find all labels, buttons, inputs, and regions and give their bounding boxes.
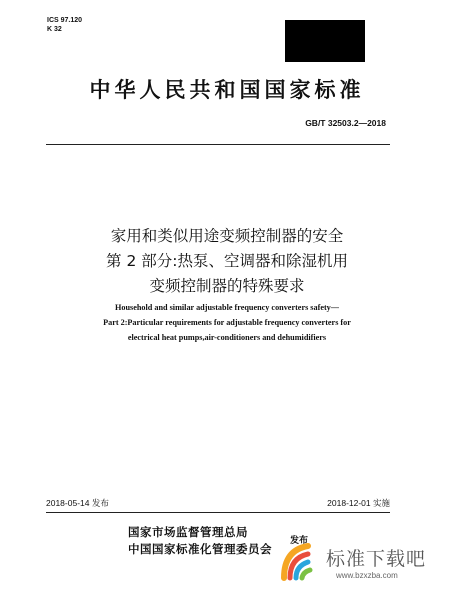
standard-number: GB/T 32503.2—2018: [305, 118, 386, 128]
redacted-block: [285, 20, 365, 62]
header-divider: [46, 144, 390, 145]
footer-divider: [46, 512, 390, 513]
issuer-sac: 中国国家标准化管理委员会: [128, 542, 272, 556]
category-code: K 32: [47, 26, 62, 33]
effective-date: 2018-12-01 实施: [327, 498, 390, 508]
chinese-title-line-3: 变频控制器的特殊要求: [149, 277, 305, 295]
watermark[interactable]: [278, 540, 448, 584]
english-title-line-1: Household and similar adjustable frequency converters safety—: [115, 303, 339, 312]
colorful-arc-logo-icon: [278, 540, 322, 584]
publish-date: 2018-05-14 发布: [46, 498, 109, 508]
chinese-title-line-2: 第 2 部分:热泵、空调器和除湿机用: [106, 252, 348, 270]
issue-label: 发布: [290, 536, 309, 546]
watermark-site-name: 标准下载吧: [326, 548, 427, 570]
national-standard-title: 中华人民共和国国家标准: [89, 77, 365, 102]
classification-codes: [47, 16, 82, 34]
english-title-line-2: Part 2:Particular requirements for adjustable frequency converters for: [103, 318, 351, 327]
watermark-url: www.bzxzba.com: [336, 571, 398, 580]
issuer-samr: 国家市场监督管理总局: [128, 525, 248, 539]
ics-code: ICS 97.120: [47, 17, 83, 24]
english-title-line-3: electrical heat pumps,air-conditioners and dehumidifiers: [127, 333, 327, 342]
chinese-title-line-1: 家用和类似用途变频控制器的安全: [110, 227, 344, 245]
